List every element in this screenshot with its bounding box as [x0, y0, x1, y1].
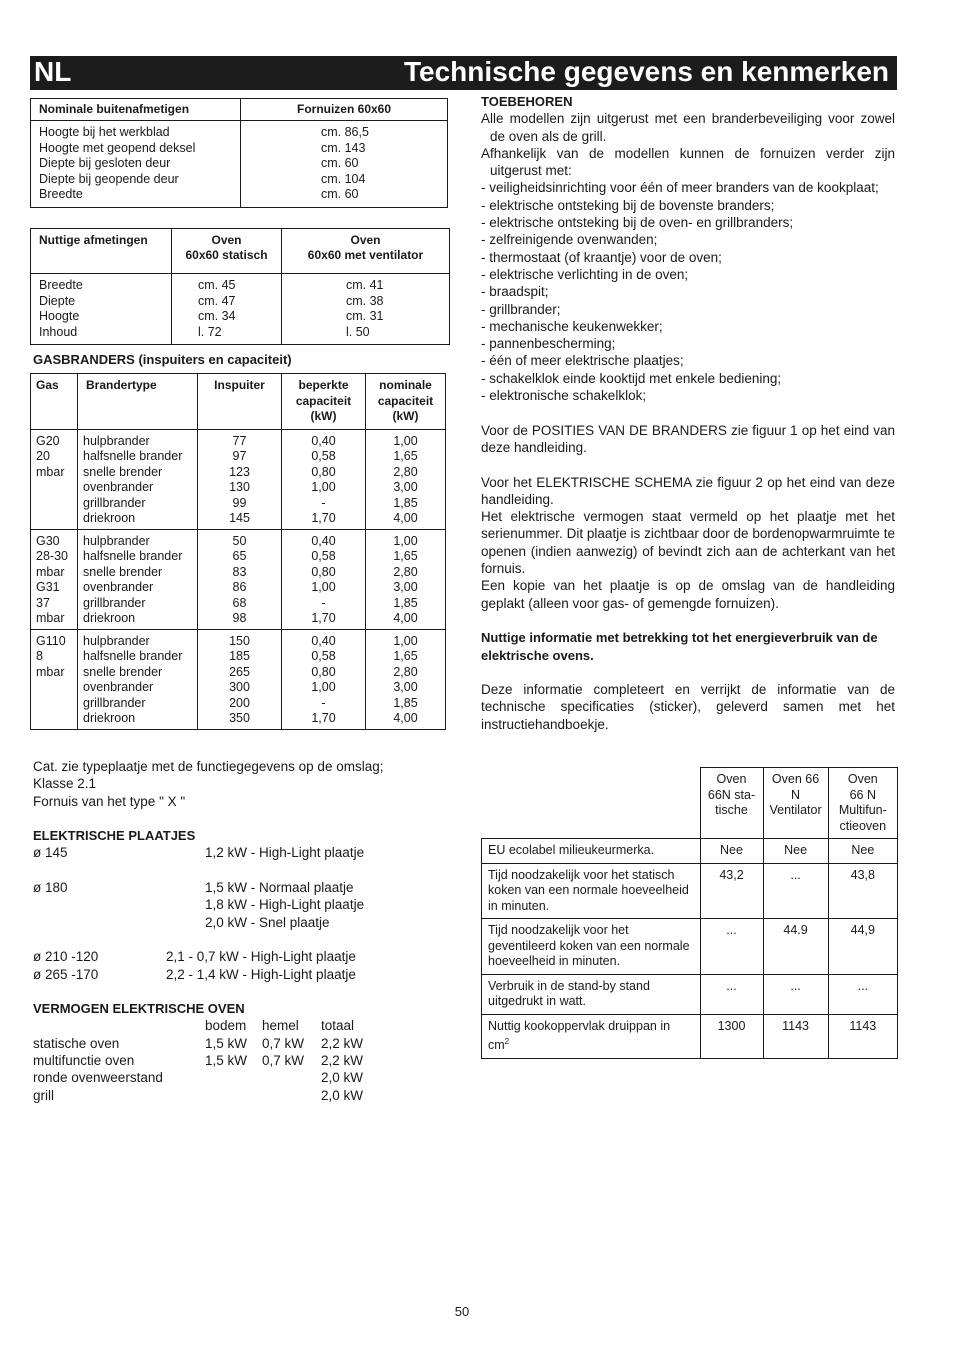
oven-power-label: multifunctie oven	[33, 1053, 135, 1069]
list-item: - elektrische verlichting in de oven;	[481, 266, 689, 282]
list-item: - mechanische keukenwekker;	[481, 318, 663, 334]
table-cell: G110 8 mbar	[31, 629, 78, 729]
table-cell: cm. 45 cm. 47 cm. 34 l. 72	[172, 274, 282, 345]
list-item: - schakelklok einde kooktijd met enkele bediening;	[481, 370, 782, 386]
table-cell: cm. 86,5 cm. 143 cm. 60 cm. 104 cm. 60	[241, 121, 448, 208]
oven-power-totaal: 2,0 kW	[321, 1070, 364, 1086]
oven-power-title: VERMOGEN ELEKTRISCHE OVEN	[33, 1001, 245, 1017]
oven-power-row	[33, 1035, 423, 1052]
table-row	[31, 429, 446, 529]
electrical-schema-note: Voor het ELEKTRISCHE SCHEMA zie figuur 2 op het eind van deze handleiding.	[481, 474, 895, 507]
hotplate-size: ø 180	[33, 880, 68, 896]
oven-power-bodem: 1,5 kW	[205, 1035, 248, 1051]
table-row	[31, 121, 448, 208]
table-cell: Nee	[700, 839, 763, 864]
table-cell: 43,2	[700, 863, 763, 919]
table-cell: hulpbrander halfsnelle brander snelle brender ovenbrander grillbrander driekroon	[78, 629, 198, 729]
table-header-cell: nominale capaciteit (kW)	[366, 374, 446, 430]
hotplate-row	[33, 966, 423, 983]
table-cell	[482, 1014, 701, 1058]
hotplate-row	[33, 844, 423, 861]
gas-section-title: GASBRANDERS (inspuiters en capaciteit)	[33, 352, 292, 367]
table-row	[31, 274, 450, 345]
table-header-cell: beperkte capaciteit (kW)	[282, 374, 366, 430]
hotplate-row	[33, 896, 423, 913]
table-header-row	[31, 99, 448, 121]
table-cell: 0,40 0,58 0,80 1,00 - 1,70	[282, 429, 366, 529]
hotplate-row	[33, 879, 423, 896]
accessories-title: TOEBEHOREN	[481, 94, 573, 109]
hotplate-desc: 1,2 kW - High-Light plaatje	[205, 845, 365, 861]
table-header-row	[482, 768, 898, 839]
col-bodem: bodem	[205, 1018, 247, 1034]
table-row	[482, 839, 898, 864]
table-cell: 1,00 1,65 2,80 3,00 1,85 4,00	[366, 429, 446, 529]
table-row	[482, 863, 898, 919]
list-item: - veiligheidsinrichting voor één of meer branders van de kookplaat;	[481, 180, 879, 196]
table-cell: 0,40 0,58 0,80 1,00 - 1,70	[282, 629, 366, 729]
list-item: - braadspit;	[481, 284, 549, 300]
hotplate-desc: 2,2 - 1,4 kW - High-Light plaatje	[166, 966, 356, 982]
table-header-cell: Fornuizen 60x60	[241, 99, 448, 121]
table-cell: EU ecolabel milieukeurmerka.	[482, 839, 701, 864]
table-cell: ...	[828, 974, 897, 1014]
table-cell: 1300	[700, 1014, 763, 1058]
accessories-intro: Alle modellen zijn uitgerust met een branderbeveiliging voor zowel de oven als de grill.	[481, 111, 895, 144]
table-header-cell: Inspuiter	[198, 374, 282, 430]
page-number: 50	[454, 1304, 470, 1319]
type-line: Fornuis van het type " X "	[33, 793, 186, 809]
hotplate-desc: 2,0 kW - Snel plaatje	[205, 914, 330, 930]
oven-power-row	[33, 1052, 423, 1069]
table-row	[482, 919, 898, 975]
table-header-cell: Brandertype	[78, 374, 198, 430]
hotplate-size: ø 145	[33, 845, 68, 861]
class-line: Klasse 2.1	[33, 776, 97, 792]
left-text-block	[33, 758, 423, 1104]
table-header-cell: Nominale buitenafmetigen	[31, 99, 241, 121]
table-row	[482, 974, 898, 1014]
table-cell: 1,00 1,65 2,80 3,00 1,85 4,00	[366, 629, 446, 729]
table-header-cell: Oven 66N sta- tische	[700, 768, 763, 839]
table-row	[482, 1014, 898, 1058]
oven-power-label: statische oven	[33, 1035, 120, 1051]
table-header-cell: Gas	[31, 374, 78, 430]
list-item: - elektrische ontsteking bij de oven- en grillbranders;	[481, 215, 794, 231]
table-cell: 44,9	[828, 919, 897, 975]
table-header-row	[31, 229, 450, 274]
oven-power-header-row	[33, 1017, 423, 1034]
table-row	[31, 629, 446, 729]
table-cell: G20 20 mbar	[31, 429, 78, 529]
oven-power-totaal: 2,0 kW	[321, 1087, 364, 1103]
energy-info-title: Nuttige informatie met betrekking tot het energieverbruik van de elektrische ovens.	[481, 630, 878, 663]
table-cell: 1,00 1,65 2,80 3,00 1,85 4,00	[366, 529, 446, 629]
oven-power-totaal: 2,2 kW	[321, 1053, 364, 1069]
hotplate-desc: 2,1 - 0,7 kW - High-Light plaatje	[166, 949, 356, 965]
hotplate-size: ø 265 -170	[33, 966, 99, 982]
list-item: - thermostaat (of kraantje) voor de oven;	[481, 249, 722, 265]
hotplate-desc: 1,5 kW - Normaal plaatje	[205, 880, 354, 896]
hotplate-desc: 1,8 kW - High-Light plaatje	[205, 897, 365, 913]
oven-power-hemel: 0,7 kW	[262, 1053, 305, 1069]
hotplates-title: ELEKTRISCHE PLAATJES	[33, 828, 196, 844]
list-item: - pannenbescherming;	[481, 336, 616, 352]
table-cell: 1143	[763, 1014, 828, 1058]
table-cell: ...	[700, 974, 763, 1014]
hotplate-row	[33, 914, 423, 931]
accessories-intro: Afhankelijk van de modellen kunnen de fornuizen verder zijn uitgerust met:	[481, 145, 895, 179]
language-code: NL	[34, 56, 72, 87]
col-hemel: hemel	[262, 1018, 299, 1034]
gas-burners-table	[30, 373, 446, 730]
list-item: - elektrische ontsteking bij de bovenste branders;	[481, 197, 775, 213]
table-cell: Verbruik in de stand-by stand uitgedrukt in watt.	[482, 974, 701, 1014]
superscript: 2	[504, 1037, 510, 1046]
table-cell: ...	[700, 919, 763, 975]
table-cell: 43,8	[828, 863, 897, 919]
page-title: Technische gegevens en kenmerken	[403, 56, 889, 87]
list-item: - één of meer elektrische plaatjes;	[481, 353, 684, 369]
useful-dimensions-table	[30, 228, 450, 345]
header-bar	[30, 56, 897, 90]
table-cell: ...	[763, 974, 828, 1014]
table-header-cell: Oven 66 N Multifun- ctieoven	[828, 768, 897, 839]
oven-power-bodem: 1,5 kW	[205, 1053, 248, 1069]
category-line: Cat. zie typeplaatje met de functiegegevens op de omslag;	[33, 759, 384, 774]
oven-power-hemel: 0,7 kW	[262, 1035, 305, 1051]
table-cell: 77 97 123 130 99 145	[198, 429, 282, 529]
list-item: - grillbrander;	[481, 301, 561, 317]
oven-power-label: grill	[33, 1087, 55, 1103]
col-totaal: totaal	[321, 1018, 355, 1034]
table-cell: 0,40 0,58 0,80 1,00 - 1,70	[282, 529, 366, 629]
table-cell: Breedte Diepte Hoogte Inhoud	[31, 274, 172, 345]
table-cell: 50 65 83 86 68 98	[198, 529, 282, 629]
oven-power-row	[33, 1069, 423, 1086]
table-cell: Hoogte bij het werkblad Hoogte met geopend deksel Diepte bij gesloten deur Diepte bij geopende deur Breedte	[31, 121, 241, 208]
table-header-cell: Oven 60x60 met ventilator	[282, 229, 450, 274]
table-cell: 1143	[828, 1014, 897, 1058]
oven-power-row	[33, 1087, 423, 1104]
table-cell: hulpbrander halfsnelle brander snelle brender ovenbrander grillbrander driekroon	[78, 529, 198, 629]
table-header-cell: Oven 66 N Ventilator	[763, 768, 828, 839]
energy-info-text: Deze informatie completeert en verrijkt de informatie van de technische specificaties (sticker), geleverd samen met het instructiehandboekje.	[481, 682, 895, 732]
empty-corner-cell	[482, 768, 701, 839]
energy-table	[481, 767, 898, 1059]
burner-positions-note: Voor de POSITIES VAN DE BRANDERS zie figuur 1 op het eind van deze handleiding.	[481, 422, 895, 455]
table-cell: Nee	[763, 839, 828, 864]
outer-dimensions-table	[30, 98, 448, 208]
hotplate-row	[33, 948, 423, 965]
table-cell: cm. 41 cm. 38 cm. 31 l. 50	[282, 274, 450, 345]
right-text-block	[481, 93, 895, 733]
plate-copy-note: Een kopie van het plaatje is op de omslag van de handleiding geplakt (alleen voor gas- of gemengde fornuizen).	[481, 578, 895, 611]
cell-label: Nuttig kookoppervlak druippan in cm	[488, 1018, 671, 1053]
table-cell: Nee	[828, 839, 897, 864]
oven-power-totaal: 2,2 kW	[321, 1035, 364, 1051]
table-header-cell: Nuttige afmetingen	[31, 229, 172, 274]
list-item: - zelfreinigende ovenwanden;	[481, 232, 658, 248]
table-cell: Tijd noodzakelijk voor het statisch koken van een normale hoeveelheid in minuten.	[482, 863, 701, 919]
table-cell: 150 185 265 300 200 350	[198, 629, 282, 729]
oven-power-label: ronde ovenweerstand	[33, 1070, 163, 1086]
table-cell: Tijd noodzakelijk voor het geventileerd koken van een normale hoeveelheid in minuten.	[482, 919, 701, 975]
list-item: - elektronische schakelklok;	[481, 388, 647, 404]
table-cell: hulpbrander halfsnelle brander snelle brender ovenbrander grillbrander driekroon	[78, 429, 198, 529]
table-header-row	[31, 374, 446, 430]
table-cell: 44.9	[763, 919, 828, 975]
rating-plate-note: Het elektrische vermogen staat vermeld op het plaatje met het serienummer. Dit plaatje is zichtbaar door de bordenopwarmruimte te openen (indien aanwezig) of bevindt zich aan de achterkant van het fornuis.	[481, 509, 895, 577]
hotplate-size: ø 210 -120	[33, 949, 99, 965]
table-cell: G30 28-30 mbar G31 37 mbar	[31, 529, 78, 629]
table-header-cell: Oven 60x60 statisch	[172, 229, 282, 274]
table-row	[31, 529, 446, 629]
table-cell: ...	[763, 863, 828, 919]
